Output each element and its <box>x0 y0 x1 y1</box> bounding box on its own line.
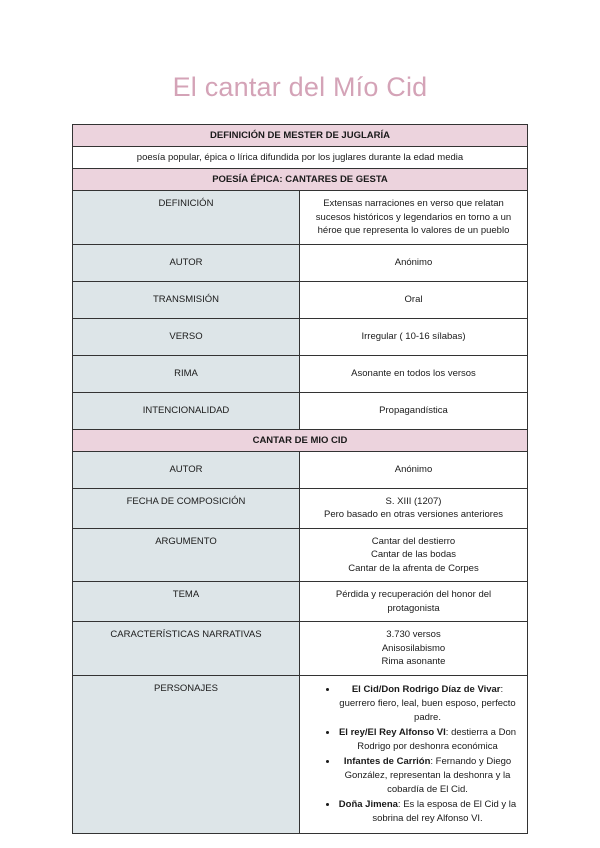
table-row <box>73 622 528 676</box>
value-line: Propagandística <box>379 404 448 416</box>
table-label: AUTOR <box>73 244 300 281</box>
table-label: ARGUMENTO <box>73 528 300 582</box>
table-value <box>300 191 528 245</box>
table-value <box>300 451 528 488</box>
table-value <box>300 528 528 582</box>
table-value <box>300 582 528 622</box>
section-header: POESÍA ÉPICA: CANTARES DE GESTA <box>73 169 528 191</box>
table-value <box>300 392 528 429</box>
value-line: Oral <box>404 293 423 305</box>
value-line: 3.730 versos <box>386 629 441 640</box>
table-value <box>300 244 528 281</box>
table-label: VERSO <box>73 318 300 355</box>
list-item <box>338 726 517 754</box>
value-line: héroe que representa lo valores de un pueblo <box>317 225 510 236</box>
character-name: El rey/El Rey Alfonso VI <box>338 726 446 738</box>
value-line: Extensas narraciones en verso que relatan <box>323 198 504 209</box>
section-header: CANTAR DE MIO CID <box>73 429 528 451</box>
character-description: : destierra a Don Rodrigo por deshonra económica <box>357 726 517 752</box>
personajes-list <box>326 683 517 826</box>
table-row <box>73 488 528 528</box>
character-name: Doña Jimena <box>338 798 398 810</box>
value-line: protagonista <box>387 602 440 614</box>
table-row <box>73 191 528 245</box>
character-name: Infantes de Carrión <box>343 755 431 767</box>
table-label: RIMA <box>73 355 300 392</box>
value-line: Pero basado en otras versiones anteriores <box>323 509 504 520</box>
personajes-cell <box>300 675 528 833</box>
value-line: sucesos históricos y legendarios en torno a un <box>315 211 512 223</box>
character-description: : guerrero fiero, leal, buen esposo, perfecto padre. <box>339 683 516 723</box>
list-item <box>338 798 517 826</box>
value-line: Cantar de las bodas <box>370 549 457 560</box>
table-label: CARACTERÍSTICAS NARRATIVAS <box>73 622 300 676</box>
value-line: Anónimo <box>394 463 433 475</box>
value-line: S. XIII (1207) <box>385 495 442 507</box>
value-line: Rima asonante <box>381 656 446 667</box>
table-label: PERSONAJES <box>73 675 300 833</box>
juglaria-definition: poesía popular, épica o lírica difundida por los juglares durante la edad media <box>73 147 528 169</box>
table-label: FECHA DE COMPOSICIÓN <box>73 488 300 528</box>
info-table <box>72 124 528 834</box>
value-line: Asonante en todos los versos <box>351 367 476 379</box>
epica-rows <box>73 191 528 430</box>
value-line: Pérdida y recuperación del honor del <box>335 589 492 600</box>
value-line: Cantar del destierro <box>371 535 456 547</box>
list-item <box>338 683 517 725</box>
table-row <box>73 244 528 281</box>
table-value <box>300 622 528 676</box>
value-line: Anónimo <box>394 256 433 268</box>
table-value <box>300 488 528 528</box>
table-row <box>73 355 528 392</box>
character-description: : Es la esposa de El Cid y la sobrina del rey Alfonso VI. <box>372 798 517 824</box>
table-value <box>300 355 528 392</box>
list-item <box>338 755 517 797</box>
section-header: DEFINICIÓN DE MESTER DE JUGLARÍA <box>73 125 528 147</box>
table-label: AUTOR <box>73 451 300 488</box>
table-value <box>300 318 528 355</box>
table-label: TRANSMISIÓN <box>73 281 300 318</box>
cid-rows <box>73 451 528 675</box>
table-row <box>73 528 528 582</box>
value-line: Anisosilabismo <box>381 642 446 654</box>
character-description: : Fernando y Diego González, representan la deshonra y la cobardía de El Cid. <box>344 755 512 795</box>
table-row <box>73 281 528 318</box>
page-title: El cantar del Mío Cid <box>172 72 428 102</box>
table-value <box>300 281 528 318</box>
table-row <box>73 392 528 429</box>
table-label: INTENCIONALIDAD <box>73 392 300 429</box>
value-line: Cantar de la afrenta de Corpes <box>348 562 479 574</box>
table-label: TEMA <box>73 582 300 622</box>
table-row <box>73 451 528 488</box>
table-label: DEFINICIÓN <box>73 191 300 245</box>
table-row <box>73 318 528 355</box>
table-row <box>73 582 528 622</box>
value-line: Irregular ( 10-16 sílabas) <box>361 330 466 342</box>
character-name: El Cid/Don Rodrigo Díaz de Vivar <box>351 683 501 695</box>
